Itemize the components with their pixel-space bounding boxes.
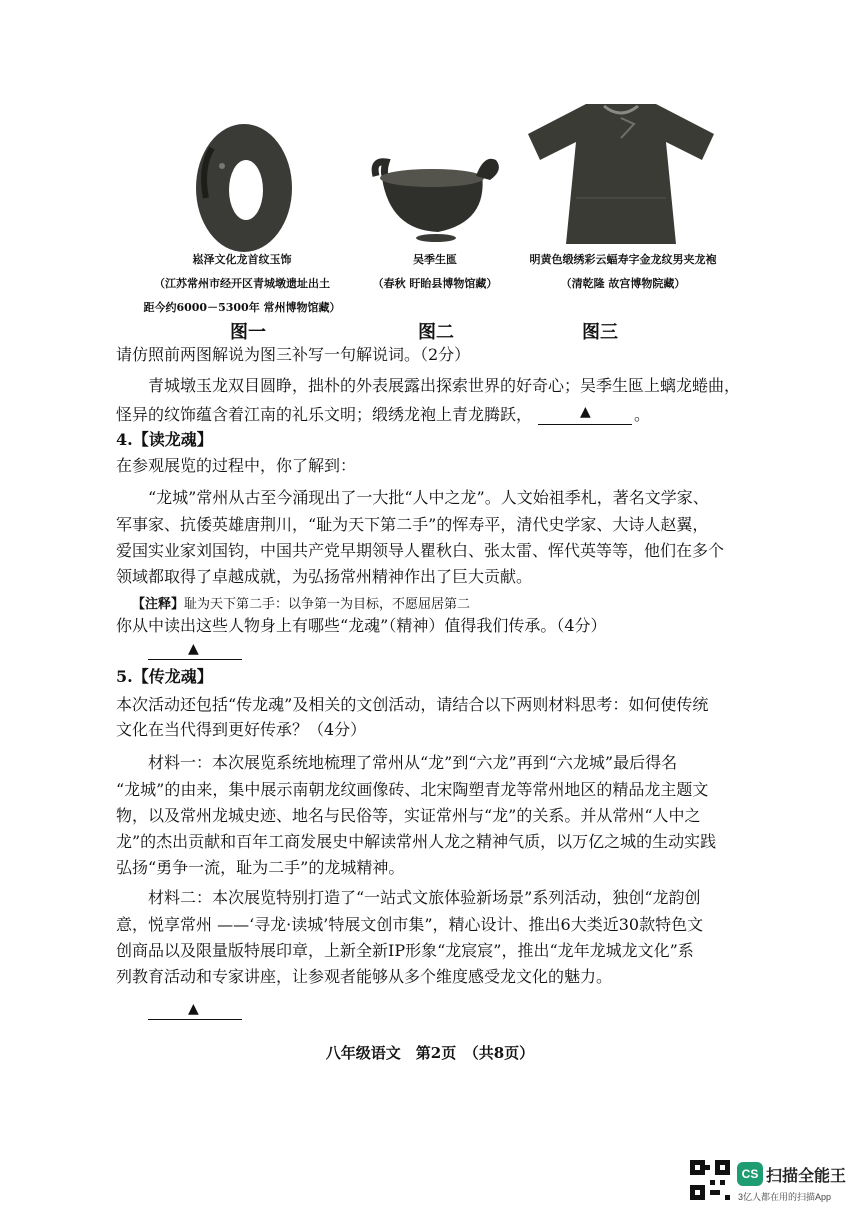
caption-line: 吴季生匜 xyxy=(413,253,457,266)
figure-2-caption xyxy=(350,248,520,296)
q5-material1-line3: 物，以及常州龙城史迹、地名与民俗等，实证常州与“龙”的关系。并从常州“人中之 xyxy=(116,806,701,825)
q3-text-line2 xyxy=(116,405,532,425)
q4-answer-marker: ▲ xyxy=(188,641,199,657)
caption-line: （江苏常州市经开区青城墩遗址出土 xyxy=(154,277,330,290)
figure-1-label: 图一 xyxy=(230,322,266,343)
q4-note xyxy=(132,593,470,612)
q5-prompt-line2: 文化在当代得到更好传承？（4分） xyxy=(116,720,367,739)
figure-2-label: 图二 xyxy=(418,322,454,343)
caption-line: 崧泽文化龙首纹玉饰 xyxy=(192,253,292,266)
q4-intro: 在参观展览的过程中，你了解到： xyxy=(116,456,357,475)
qr-code-icon xyxy=(690,1160,730,1200)
caption-line: 距今约6000－5300年 常州博物馆藏） xyxy=(143,301,341,314)
q5-material1-line4: 龙”的杰出贡献和百年工商发展史中解读常州人龙之精神气质，以万亿之城的生动实践 xyxy=(116,832,717,851)
figure-1-jade-dragon-ornament xyxy=(192,118,298,256)
figure-3-label: 图三 xyxy=(582,322,618,343)
scanner-app-name: 扫描全能王 xyxy=(766,1168,847,1185)
q5-answer-marker: ▲ xyxy=(188,1001,199,1017)
q4-note-text: 耻为天下第二手：以争第一为目标，不愿屈居第二 xyxy=(184,597,471,612)
q4-heading: 4.【读龙魂】 xyxy=(116,430,213,449)
q5-material1-line2: “龙城”的由来，集中展示南朝龙纹画像砖、北宋陶塑青龙等常州地区的精品龙主题文 xyxy=(116,780,709,799)
q3-text-line2-content: 怪异的纹饰蕴含着江南的礼乐文明；缎绣龙袍上青龙腾跃， xyxy=(116,405,533,424)
q3-text-line1: 青城墩玉龙双目圆睁，拙朴的外表展露出探索世界的好奇心；吴季生匜上螭龙蜷曲， xyxy=(148,376,741,395)
scanner-logo-icon xyxy=(737,1162,763,1186)
q3-prompt: 请仿照前两图解说为图三补写一句解说词。（2分） xyxy=(116,345,471,364)
q5-material2-line1: 材料二：本次展览特别打造了“一站式文旅体验新场景”系列活动，独创“龙韵创 xyxy=(148,888,701,907)
figure-2-bronze-yi-vessel xyxy=(358,152,508,242)
caption-line: （春秋 盱眙县博物馆藏） xyxy=(372,277,498,290)
q3-answer-marker: ▲ xyxy=(580,404,591,420)
q5-material1-line5: 弘扬“勇争一流，耻为二手”的龙城精神。 xyxy=(116,858,405,877)
q4-question: 你从中读出这些人物身上有哪些“龙魂”（精神）值得我们传承。（4分） xyxy=(116,616,607,635)
caption-line: （清乾隆 故宫博物院藏） xyxy=(560,277,686,290)
figure-1-caption xyxy=(126,248,358,320)
q5-material2-line2: 意，悦享常州 ——‘寻龙·读城’特展文创市集”，精心设计、推出6大类近30款特色文 xyxy=(116,915,704,934)
caption-line: 明黄色缎绣彩云蝠寿字金龙纹男夹龙袍 xyxy=(529,253,717,266)
scanner-logo-text: CS xyxy=(741,1167,759,1181)
q5-material2-line3: 创商品以及限量版特展印章，上新全新IP形象“龙宸宸”，推出“龙年龙城龙文化”系 xyxy=(116,941,694,960)
q4-para-line1: “龙城”常州从古至今涌现出了一大批“人中之龙”。人文始祖季札，著名文学家、 xyxy=(148,488,709,507)
q5-material2-line4: 列教育活动和专家讲座，让参观者能够从多个维度感受龙文化的魅力。 xyxy=(116,967,613,986)
q4-para-line3: 爱国实业家刘国钧，中国共产党早期领导人瞿秋白、张太雷、恽代英等等，他们在多个 xyxy=(116,541,725,560)
q5-heading: 5.【传龙魂】 xyxy=(116,667,213,686)
scanner-tagline: 3亿人都在用的扫描App xyxy=(738,1192,832,1202)
q3-end-punct: 。 xyxy=(634,405,651,424)
page-footer: 八年级语文 第2页 （共8页） xyxy=(325,1044,535,1062)
q5-prompt-line1: 本次活动还包括“传龙魂”及相关的文创活动，请结合以下两则材料思考：如何使传统 xyxy=(116,695,709,714)
q4-para-line4: 领域都取得了卓越成就，为弘扬常州精神作出了巨大贡献。 xyxy=(116,567,533,586)
q4-note-label: 【注释】 xyxy=(132,597,185,612)
figure-3-caption xyxy=(510,248,736,296)
q5-material1-line1: 材料一：本次展览系统地梳理了常州从“龙”到“六龙”再到“六龙城”最后得名 xyxy=(148,753,678,772)
figure-3-dragon-robe xyxy=(526,98,716,248)
q4-para-line2: 军事家、抗倭英雄唐荆川，“耻为天下第二手”的恽寿平，清代史学家、大诗人赵翼， xyxy=(116,515,709,534)
